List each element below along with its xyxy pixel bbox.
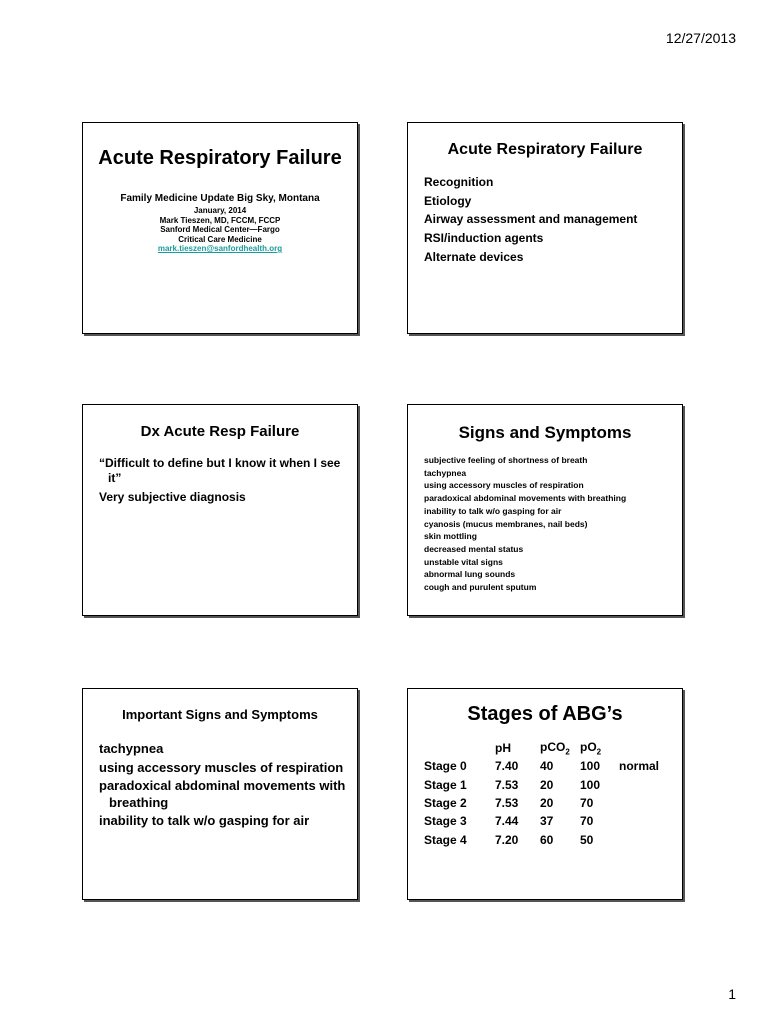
header-po2-base: pO <box>580 739 597 754</box>
slide-subtitle: Family Medicine Update Big Sky, Montana <box>120 193 320 204</box>
cell-stage: Stage 0 <box>424 759 467 774</box>
slide-signs-symptoms <box>407 404 683 616</box>
cell-note <box>619 794 659 812</box>
list-item: tachypnea <box>424 467 467 478</box>
slide-title: Important Signs and Symptoms <box>122 707 318 722</box>
header-ph: pH <box>495 741 511 756</box>
cell-ph: 7.40 <box>495 759 519 774</box>
list-item: “Difficult to define but I know it when I see it” <box>99 456 341 485</box>
list-item: using accessory muscles of respiration <box>99 759 344 775</box>
header-pco2-sub: 2 <box>565 747 570 757</box>
diagnosis-list <box>99 456 343 509</box>
slide-title-card <box>82 122 358 334</box>
info-line: Critical Care Medicine <box>178 234 262 244</box>
cell-stage: Stage 4 <box>424 832 467 847</box>
cell-ph: 7.53 <box>495 777 519 792</box>
list-item: Recognition <box>424 175 494 189</box>
cell-note <box>619 812 659 830</box>
cell-stage: Stage 1 <box>424 777 467 792</box>
cell-po2: 70 <box>580 796 594 811</box>
author-info <box>83 206 357 254</box>
list-item: cough and purulent sputum <box>424 582 537 593</box>
header-po2-sub: 2 <box>596 747 602 757</box>
important-signs-list <box>99 741 347 832</box>
slide-title: Signs and Symptoms <box>458 423 632 442</box>
header-date: 12/27/2013 <box>665 30 736 46</box>
list-item: Etiology <box>424 193 472 208</box>
list-item: tachypnea <box>99 741 164 756</box>
slide-title: Stages of ABG’s <box>467 703 623 725</box>
cell-pco2: 60 <box>540 832 554 847</box>
list-item: inability to talk w/o gasping for air <box>424 505 562 516</box>
list-item: skin mottling <box>424 531 477 542</box>
cell-pco2: 20 <box>540 777 554 792</box>
cell-note <box>619 776 659 794</box>
cell-po2: 70 <box>580 814 594 829</box>
cell-po2: 50 <box>580 832 594 847</box>
page-number: 1 <box>728 986 736 1002</box>
list-item: Alternate devices <box>424 249 524 264</box>
cell-note <box>619 830 659 848</box>
slide-title: Dx Acute Resp Failure <box>140 423 300 440</box>
header-po2 <box>580 739 619 757</box>
list-item: RSI/induction agents <box>424 231 544 246</box>
list-item: cyanosis (mucus membranes, nail beds) <box>424 518 588 529</box>
slide-diagnosis <box>82 404 358 616</box>
info-line: Mark Tieszen, MD, FCCM, FCCP <box>159 215 281 225</box>
author-email-link[interactable]: mark.tieszen@sanfordhealth.org <box>157 244 283 253</box>
list-item: decreased mental status <box>424 543 524 554</box>
outline-list <box>424 173 637 267</box>
cell-stage: Stage 3 <box>424 814 467 829</box>
symptoms-list <box>424 454 626 594</box>
cell-pco2: 40 <box>540 759 554 774</box>
list-item: Very subjective diagnosis <box>99 490 246 504</box>
table-row <box>424 757 659 775</box>
info-line: Sanford Medical Center—Fargo <box>160 225 280 234</box>
list-item: paradoxical abdominal movements with breathing <box>99 778 346 810</box>
list-item: Airway assessment and management <box>424 212 638 227</box>
slide-title: Acute Respiratory Failure <box>98 147 342 169</box>
abg-table <box>424 739 659 849</box>
slide-abg-stages <box>407 688 683 900</box>
header-cell <box>424 739 495 757</box>
table-row <box>424 776 659 794</box>
list-item: abnormal lung sounds <box>424 569 516 580</box>
cell-po2: 100 <box>580 759 601 774</box>
table-row <box>424 830 659 848</box>
header-pco2 <box>540 739 580 757</box>
table-row <box>424 794 659 812</box>
slide-important-signs <box>82 688 358 900</box>
cell-po2: 100 <box>580 777 601 792</box>
cell-note: normal <box>619 759 660 774</box>
info-line: January, 2014 <box>193 206 247 215</box>
slide-title: Acute Respiratory Failure <box>447 141 643 158</box>
list-item: inability to talk w/o gasping for air <box>99 813 310 828</box>
cell-pco2: 37 <box>540 814 554 829</box>
header-note <box>619 739 659 757</box>
table-header-row <box>424 739 659 757</box>
cell-ph: 7.44 <box>495 814 519 829</box>
list-item: paradoxical abdominal movements with breathing <box>424 493 627 504</box>
header-pco2-base: pCO <box>540 739 566 754</box>
list-item: subjective feeling of shortness of breath <box>424 455 588 465</box>
cell-ph: 7.53 <box>495 796 519 811</box>
cell-pco2: 20 <box>540 796 554 811</box>
cell-ph: 7.20 <box>495 832 519 847</box>
list-item: unstable vital signs <box>424 556 503 567</box>
table-row <box>424 812 659 830</box>
slide-outline <box>407 122 683 334</box>
cell-stage: Stage 2 <box>424 796 467 811</box>
list-item: using accessory muscles of respiration <box>424 480 584 491</box>
